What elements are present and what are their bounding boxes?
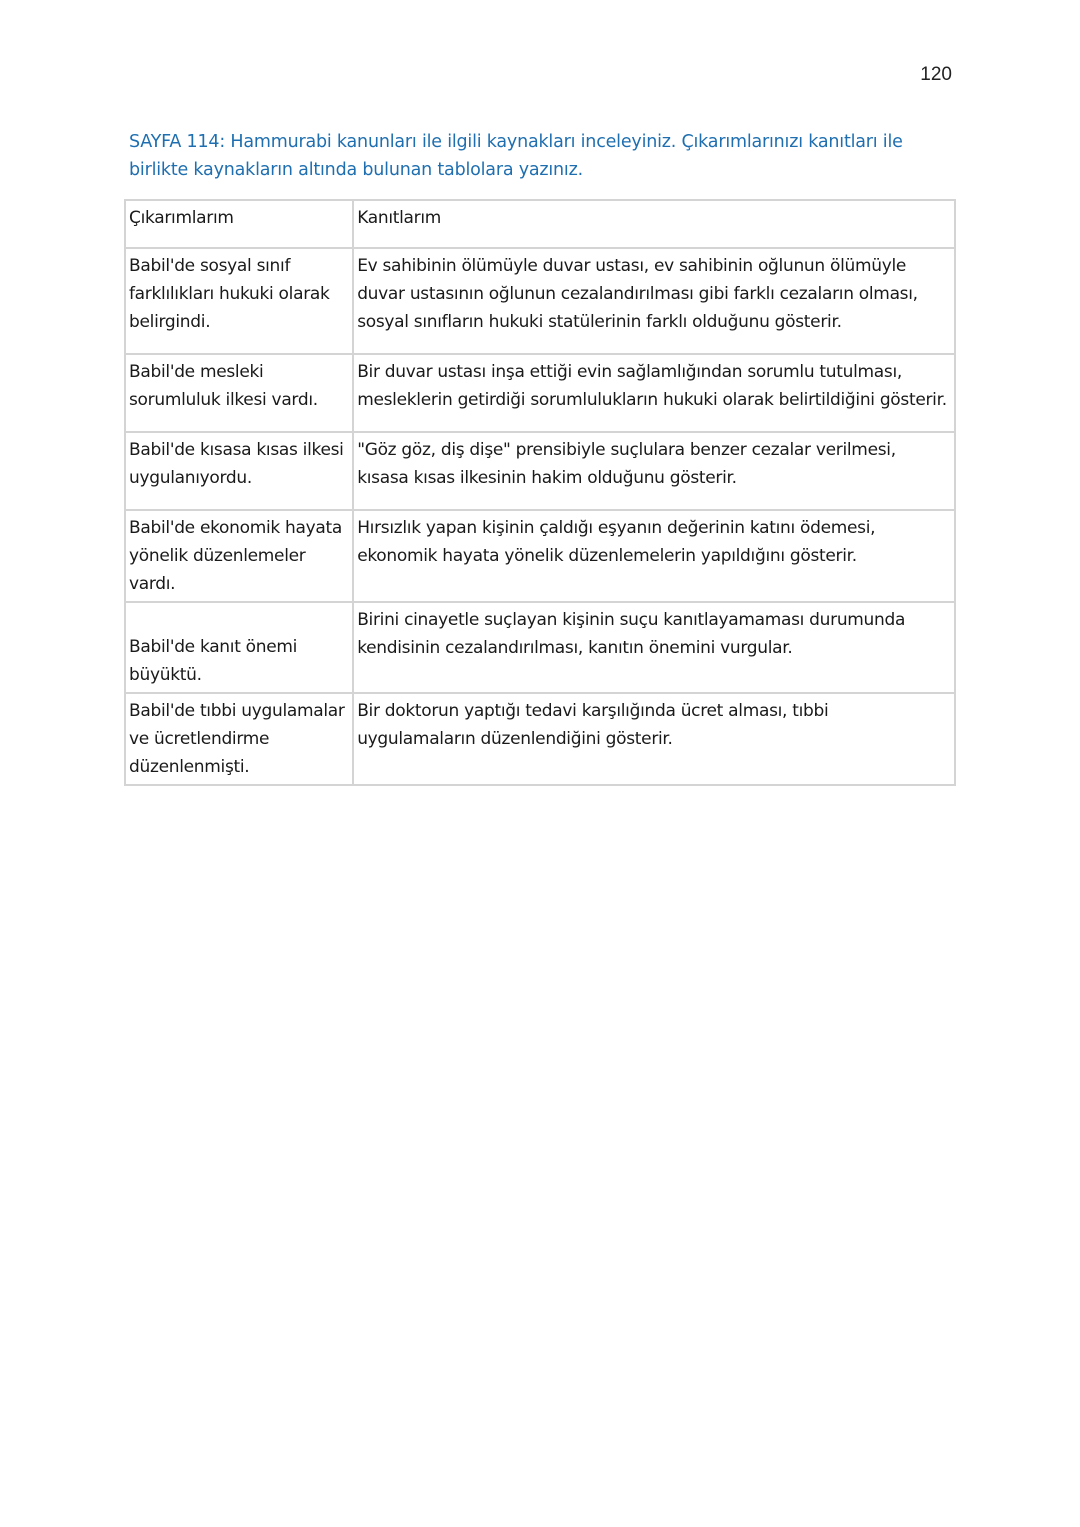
- evidence-cell: Bir duvar ustası inşa ettiği evin sağlamlığından sorumlu tutulması, mesleklerin getirdiği sorumlulukların hukuki olarak belirtildiğini gösterir.: [353, 354, 955, 432]
- evidence-cell: Bir doktorun yaptığı tedavi karşılığında ücret alması, tıbbi uygulamaların düzenlendiğini gösterir.: [353, 693, 955, 785]
- table-row: [125, 354, 955, 432]
- instruction-text: SAYFA 114: Hammurabi kanunları ile ilgili kaynakları inceleyiniz. Çıkarımlarınızı kanıtları ile birlikte kaynakların altında bulunan tablolara yazınız.: [129, 132, 903, 180]
- table-row: [125, 693, 955, 785]
- inference-cell: Babil'de sosyal sınıf farklılıkları hukuki olarak belirgindi.: [125, 248, 353, 354]
- table-row: [125, 602, 955, 693]
- inference-evidence-table: [124, 199, 956, 786]
- inference-cell: Babil'de tıbbi uygulamalar ve ücretlendirme düzenlenmişti.: [125, 693, 353, 785]
- page-number: 120: [920, 64, 952, 85]
- evidence-cell: Ev sahibinin ölümüyle duvar ustası, ev sahibinin oğlunun ölümüyle duvar ustasının oğlunun cezalandırılması gibi farklı cezaların olması, sosyal sınıfların hukuki statülerinin farklı olduğunu gösterir.: [353, 248, 955, 354]
- header-evidence: Kanıtlarım: [353, 200, 955, 248]
- header-inferences: Çıkarımlarım: [125, 200, 353, 248]
- inference-cell: Babil'de ekonomik hayata yönelik düzenlemeler vardı.: [125, 510, 353, 602]
- inference-cell: Babil'de kısasa kısas ilkesi uygulanıyordu.: [125, 432, 353, 510]
- evidence-cell: Birini cinayetle suçlayan kişinin suçu kanıtlayamaması durumunda kendisinin cezalandırılması, kanıtın önemini vurgular.: [353, 602, 955, 693]
- evidence-cell: Hırsızlık yapan kişinin çaldığı eşyanın değerinin katını ödemesi, ekonomik hayata yönelik düzenlemelerin yapıldığını gösterir.: [353, 510, 955, 602]
- evidence-cell: "Göz göz, diş dişe" prensibiyle suçlulara benzer cezalar verilmesi, kısasa kısas ilkesinin hakim olduğunu gösterir.: [353, 432, 955, 510]
- inference-cell: Babil'de mesleki sorumluluk ilkesi vardı.: [125, 354, 353, 432]
- inference-cell: Babil'de kanıt önemi büyüktü.: [125, 602, 353, 693]
- table-row: [125, 432, 955, 510]
- table-row: [125, 248, 955, 354]
- table-row: [125, 510, 955, 602]
- table-header-row: [125, 200, 955, 248]
